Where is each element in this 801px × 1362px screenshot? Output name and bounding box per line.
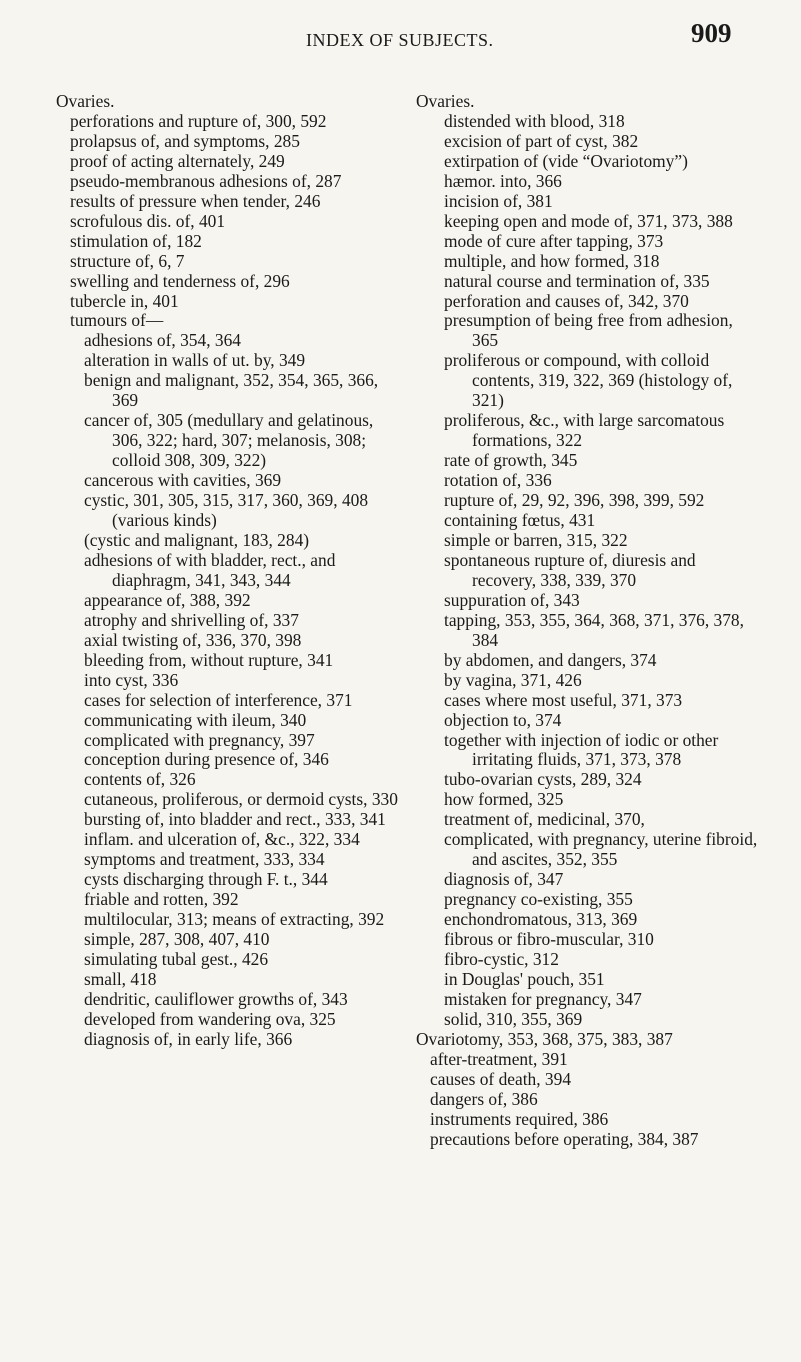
index-entry: simple or barren, 315, 322 <box>444 529 628 550</box>
index-entry: natural course and termination of, 335 <box>444 270 710 291</box>
index-entry: tapping, 353, 355, 364, 368, 371, 376, 378, 384 <box>444 609 744 650</box>
index-entry: cutaneous, proliferous, or dermoid cysts, 330 <box>84 789 398 810</box>
index-entry: friable and rotten, 392 <box>84 889 239 910</box>
index-entry: treatment of, medicinal, 370, <box>444 809 645 830</box>
index-entry: scrofulous dis. of, 401 <box>70 210 226 231</box>
index-heading: Ovaries. <box>56 91 115 111</box>
index-entry: instruments required, 386 <box>430 1108 609 1129</box>
index-entry: inflam. and ulceration of, &c., 322, 334 <box>84 829 360 850</box>
index-entry: excision of part of cyst, 382 <box>444 130 639 151</box>
index-entry: cancerous with cavities, 369 <box>84 470 282 491</box>
index-entry: keeping open and mode of, 371, 373, 388 <box>444 210 733 231</box>
index-entry: complicated with pregnancy, 397 <box>84 729 315 750</box>
index-entry: incision of, 381 <box>444 190 553 211</box>
index-entry: extirpation of (vide “Ovariotomy”) <box>444 150 688 171</box>
index-entry: objection to, 374 <box>444 709 562 730</box>
index-entry: mistaken for pregnancy, 347 <box>444 988 642 1009</box>
index-entry: perforations and rupture of, 300, 592 <box>70 110 327 131</box>
index-entry: diagnosis of, in early life, 366 <box>84 1028 293 1049</box>
index-entry: simulating tubal gest., 426 <box>84 948 269 969</box>
index-entry: conception during presence of, 346 <box>84 749 329 770</box>
index-entry: rate of growth, 345 <box>444 450 578 471</box>
index-entry: tubercle in, 401 <box>70 290 179 311</box>
index-entry: cases where most useful, 371, 373 <box>444 689 683 710</box>
index-entry: tubo-ovarian cysts, 289, 324 <box>444 769 642 790</box>
index-entry: perforation and causes of, 342, 370 <box>444 290 689 311</box>
index-entry: by vagina, 371, 426 <box>444 669 582 690</box>
index-heading: Ovariotomy, 353, 368, 375, 383, 387 <box>416 1028 673 1049</box>
index-entry: solid, 310, 355, 369 <box>444 1008 583 1029</box>
index-entry: rotation of, 336 <box>444 470 552 491</box>
index-entry: bursting of, into bladder and rect., 333, 341 <box>84 809 386 830</box>
index-entry: together with injection of iodic or other irritating fluids, 371, 373, 378 <box>444 729 719 770</box>
index-entry: proof of acting alternately, 249 <box>70 150 285 171</box>
index-entry: dendritic, cauliflower growths of, 343 <box>84 988 348 1009</box>
index-entry: simple, 287, 308, 407, 410 <box>84 929 270 950</box>
index-entry: spontaneous rupture of, diuresis and recovery, 338, 339, 370 <box>444 549 696 590</box>
index-entry: multiple, and how formed, 318 <box>444 250 660 271</box>
index-entry: developed from wandering ova, 325 <box>84 1008 336 1029</box>
index-entry: adhesions of, 354, 364 <box>84 330 241 351</box>
page-number: 909 <box>691 18 732 48</box>
index-entry: cases for selection of interference, 371 <box>84 689 353 710</box>
index-column-left <box>56 92 401 1050</box>
index-entry: distended with blood, 318 <box>444 110 625 131</box>
index-entry: (cystic and malignant, 183, 284) <box>84 529 310 550</box>
index-entry: bleeding from, without rupture, 341 <box>84 649 334 670</box>
index-entry: containing fœtus, 431 <box>444 510 596 531</box>
index-entry: suppuration of, 343 <box>444 589 580 610</box>
index-entry: tumours of— <box>70 310 164 331</box>
index-entry: results of pressure when tender, 246 <box>70 190 321 211</box>
index-entry: axial twisting of, 336, 370, 398 <box>84 629 302 650</box>
index-entry: contents of, 326 <box>84 769 196 790</box>
index-entry: cancer of, 305 (medullary and gelatinous, 306, 322; hard, 307; melanosis, 308; colloid 308, 309, 322) <box>84 410 374 471</box>
index-entry: adhesions of with bladder, rect., and diaphragm, 341, 343, 344 <box>84 549 336 590</box>
index-entry: pseudo-membranous adhesions of, 287 <box>70 170 342 191</box>
index-entry: benign and malignant, 352, 354, 365, 366, 369 <box>84 370 379 411</box>
index-entry: alteration in walls of ut. by, 349 <box>84 350 306 371</box>
index-entry: hæmor. into, 366 <box>444 170 562 191</box>
index-entry: after-treatment, 391 <box>430 1048 568 1069</box>
index-entry: causes of death, 394 <box>430 1068 572 1089</box>
index-entry: pregnancy co-existing, 355 <box>444 889 633 910</box>
index-entry: multilocular, 313; means of extracting, 392 <box>84 909 385 930</box>
index-entry: fibrous or fibro-muscular, 310 <box>444 929 654 950</box>
index-entry: cysts discharging through F. t., 344 <box>84 869 328 890</box>
index-entry: dangers of, 386 <box>430 1088 538 1109</box>
index-entry: communicating with ileum, 340 <box>84 709 307 730</box>
index-entry: in Douglas' pouch, 351 <box>444 968 605 989</box>
index-entry: proliferous or compound, with colloid contents, 319, 322, 369 (histology of, 321) <box>444 350 733 411</box>
index-entry: mode of cure after tapping, 373 <box>444 230 664 251</box>
running-head: INDEX OF SUBJECTS. <box>306 30 494 50</box>
index-entry: structure of, 6, 7 <box>70 250 185 271</box>
index-entry: swelling and tenderness of, 296 <box>70 270 290 291</box>
index-entry: prolapsus of, and symptoms, 285 <box>70 130 300 151</box>
index-entry: stimulation of, 182 <box>70 230 202 251</box>
index-entry: atrophy and shrivelling of, 337 <box>84 609 299 630</box>
index-entry: presumption of being free from adhesion, 365 <box>444 310 733 351</box>
index-entry: diagnosis of, 347 <box>444 869 564 890</box>
index-entry: proliferous, &c., with large sarcomatous formations, 322 <box>444 410 725 451</box>
index-entry: rupture of, 29, 92, 396, 398, 399, 592 <box>444 490 705 511</box>
index-entry: by abdomen, and dangers, 374 <box>444 649 657 670</box>
index-entry: fibro-cystic, 312 <box>444 948 559 969</box>
index-entry: into cyst, 336 <box>84 669 179 690</box>
index-column-right <box>416 92 761 1150</box>
index-heading: Ovaries. <box>416 91 475 111</box>
index-entry: symptoms and treatment, 333, 334 <box>84 849 325 870</box>
index-entry: cystic, 301, 305, 315, 317, 360, 369, 408 (various kinds) <box>84 490 369 531</box>
index-entry: how formed, 325 <box>444 789 564 810</box>
index-entry: enchondromatous, 313, 369 <box>444 909 638 930</box>
index-entry: precautions before operating, 384, 387 <box>430 1128 699 1149</box>
index-entry: appearance of, 388, 392 <box>84 589 251 610</box>
index-entry: complicated, with pregnancy, uterine fibroid, and ascites, 352, 355 <box>444 829 758 870</box>
index-entry: small, 418 <box>84 968 157 989</box>
